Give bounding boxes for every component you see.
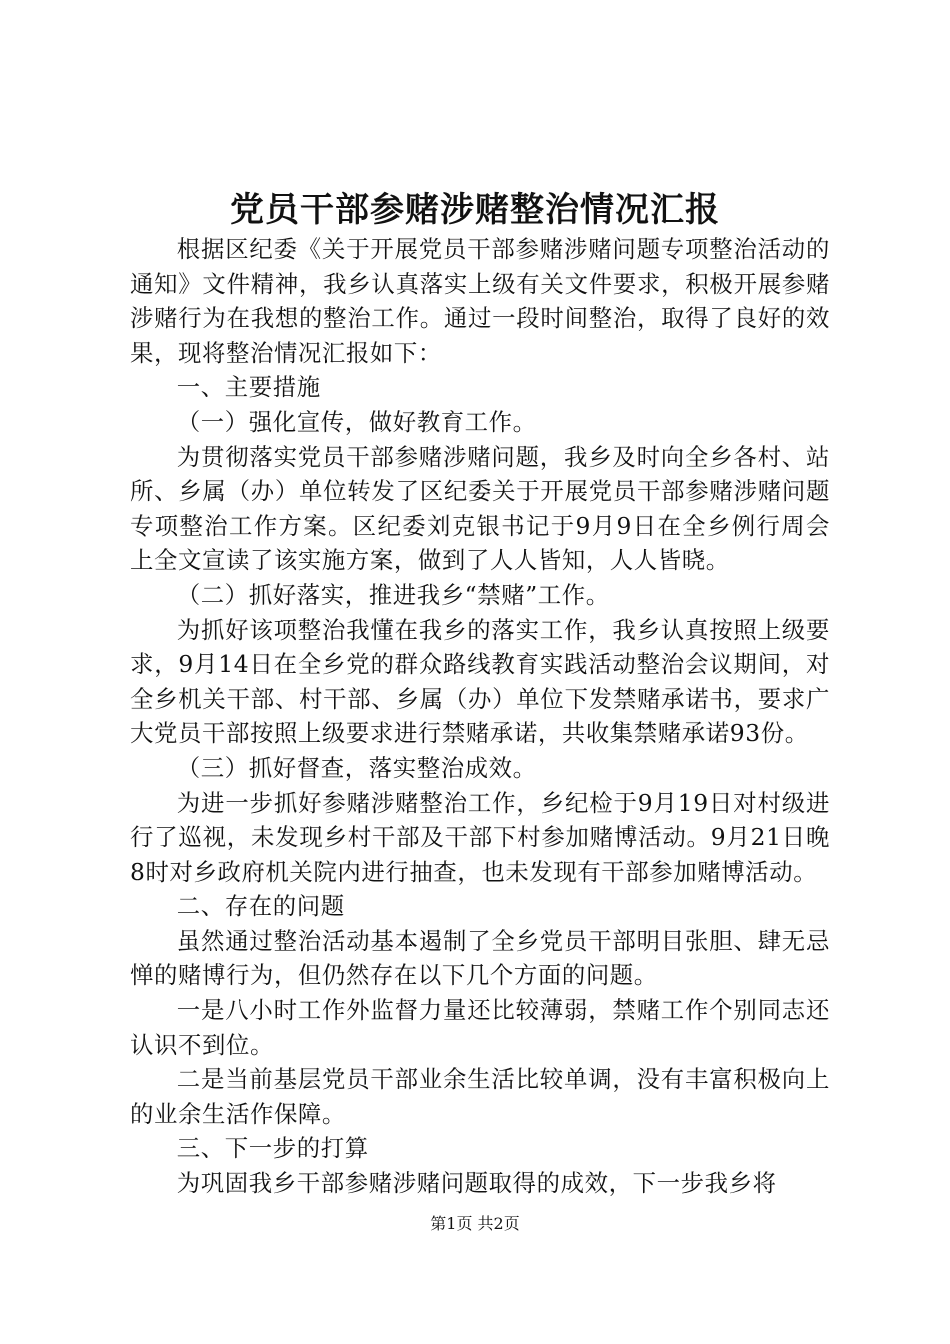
subheading-publicity: （一）强化宣传，做好教育工作。 — [176, 407, 537, 436]
section-heading-main-measures: 一、主要措施 — [176, 373, 321, 402]
paragraph-implementation: 为抓好该项整治我懂在我乡的落实工作，我乡认真按照上级要求，9月14日在全乡党的群众路线教育实践活动整治会议期间，对全乡机关干部、村干部、乡属（办）单位下发禁赌承诺书，要求广大党员干部按照上级要求进行禁赌承诺，共收集禁赌承诺93份。 — [130, 615, 830, 748]
paragraph-publicity: 为贯彻落实党员干部参赌涉赌问题，我乡及时向全乡各村、站所、乡属（办）单位转发了区纪委关于开展党员干部参赌涉赌问题专项整治工作方案。区纪委刘克银书记于9月9日在全乡例行周会上全文宣读了该实施方案，做到了人人皆知，人人皆晓。 — [130, 442, 830, 575]
document-body — [130, 232, 830, 1201]
document-title: 党员干部参赌涉赌整治情况汇报 — [230, 190, 720, 230]
paragraph-problem-two: 二是当前基层党员干部业余生活比较单调，没有丰富积极向上的业余生活作保障。 — [130, 1065, 830, 1128]
page-footer: 第1页 共2页 — [430, 1214, 520, 1233]
paragraph-intro: 根据区纪委《关于开展党员干部参赌涉赌问题专项整治活动的通知》文件精神，我乡认真落实上级有关文件要求，积极开展参赌涉赌行为在我想的整治工作。通过一段时间整治，取得了良好的效果，现将整治情况汇报如下： — [130, 235, 830, 367]
paragraph-inspection: 为进一步抓好参赌涉赌整治工作，乡纪检于9月19日对村级进行了巡视，未发现乡村干部及干部下村参加赌博活动。9月21日晚8时对乡政府机关院内进行抽查，也未发现有干部参加赌博活动。 — [130, 788, 830, 886]
section-heading-next-steps: 三、下一步的打算 — [176, 1134, 369, 1163]
paragraph-problems: 虽然通过整治活动基本遏制了全乡党员干部明目张胆、肆无忌惮的赌博行为，但仍然存在以下几个方面的问题。 — [130, 926, 830, 990]
subheading-implementation: （二）抓好落实，推进我乡“禁赌”工作。 — [176, 580, 610, 609]
paragraph-problem-one: 一是八小时工作外监督力量还比较薄弱，禁赌工作个别同志还认识不到位。 — [130, 996, 830, 1059]
section-heading-problems: 二、存在的问题 — [176, 892, 345, 921]
paragraph-next-steps: 为巩固我乡干部参赌涉赌问题取得的成效，下一步我乡将 — [176, 1169, 777, 1198]
subheading-inspection: （三）抓好督查，落实整治成效。 — [176, 753, 537, 782]
